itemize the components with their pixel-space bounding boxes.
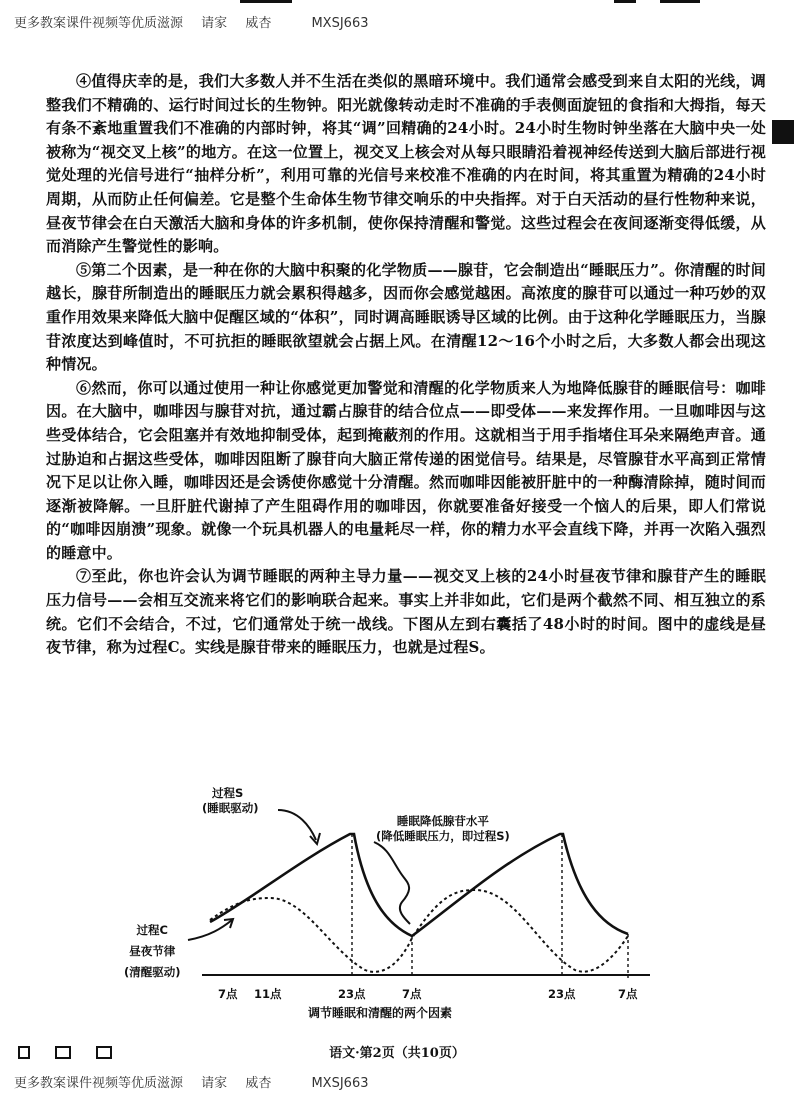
footer-promo-text: 更多教案课件视频等优质滋源 xyxy=(14,1076,184,1091)
figure-caption: 调节睡眠和清醒的两个因素 xyxy=(308,1006,453,1020)
process-c-subtitle-2: (清醒驱动) xyxy=(124,965,181,979)
tick-label-23-second: 23点 xyxy=(548,987,576,1001)
top-scan-mark-left xyxy=(240,0,292,3)
tick-label-7-first: 7点 xyxy=(218,987,238,1001)
tick-label-23-first: 23点 xyxy=(338,987,366,1001)
header-contact-label: 请家 xyxy=(201,16,228,31)
footer-contact-id: MXSJ663 xyxy=(311,1076,369,1091)
paragraph-7: ⑦至此，你也许会认为调节睡眠的两种主导力量——视交叉上核的24小时昼夜节律和腺苷产生的睡眠压力信号——会相互交流来将它们的影响联合起来。事实上并非如此，它们是两个截然不同、相互独立的系统。它们不会结合，不过，它们通常处于统一战线。下图从左到右囊括了48小时的时间。图中的虚线是昼夜节律，称为过程C。实线是腺苷带来的睡眠压力，也就是过程S。 xyxy=(46,567,766,657)
process-c-pointer-arrow xyxy=(188,920,232,940)
header-promo-text: 更多教案课件视频等优质滋源 xyxy=(14,16,184,31)
footer-contact-name: 威杏 xyxy=(245,1076,272,1091)
tick-label-7-second: 7点 xyxy=(402,987,422,1001)
paragraph-6: ⑥然而，你可以通过使用一种让你感觉更加警觉和清醒的化学物质来人为地降低腺苷的睡眠信号：咖啡因。在大脑中，咖啡因与腺苷对抗，通过霸占腺苷的结合位点——即受体——来发挥作用。一旦咖啡因与这些受体结合，它会阻塞并有效地抑制受体，起到掩蔽剂的作用。这就相当于用手指堵住耳朵来隔绝声音。通过胁迫和占据这些受体，咖啡因阻断了腺苷向大脑正常传递的困觉信号。结果是，尽管腺苷水平高到正常情况下足以让你入睡，咖啡因还是会诱使你感觉十分清醒。然而咖啡因能被肝脏中的一种酶清除掉，随时间而逐渐被降解。一旦肝脏代谢掉了产生阻碍作用的咖啡因，你就要准备好接受一个恼人的后果，即人们常说的“咖啡因崩溃”现象。就像一个玩具机器人的电量耗尽一样，你的精力水平会直线下降，并再一次陷入强烈的睡意中。 xyxy=(46,378,766,562)
article-body xyxy=(46,70,766,660)
top-scan-mark-right xyxy=(614,0,636,3)
paragraph-5: ⑤第二个因素，是一种在你的大脑中积聚的化学物质——腺苷，它会制造出“睡眠压力”。你清醒的时间越长，腺苷所制造出的睡眠压力就会累积得越多，因而你会感觉越困。高浓度的腺苷可以通过一种巧妙的双重作用效果来降低大脑中促醒区域的“体积”，同时调高睡眠诱导区域的比例。由于这种化学睡眠压力，当腺苷浓度达到峰值时，不可抗拒的睡眠欲望就会占据上风。在清醒12～16个小时之后，大多数人都会出现这种情况。 xyxy=(46,260,766,374)
footer-watermark xyxy=(14,1072,383,1091)
reduce-adenosine-label xyxy=(376,814,510,844)
top-scan-mark-far-right xyxy=(660,0,700,3)
process-c-title: 过程C xyxy=(136,923,168,937)
reduce-adenosine-subtitle: (降低睡眠压力，即过程S) xyxy=(376,829,510,843)
footer-contact-label: 请家 xyxy=(201,1076,228,1091)
header-watermark xyxy=(14,12,383,31)
side-binding-mark xyxy=(772,120,794,144)
process-s-pointer-arrow xyxy=(278,810,316,840)
tick-label-11: 11点 xyxy=(254,987,282,1001)
process-s-label xyxy=(202,786,259,816)
process-s-title: 过程S xyxy=(212,786,244,800)
sleep-regulation-figure xyxy=(124,786,670,1030)
header-contact-name: 威杏 xyxy=(245,16,272,31)
reduce-adenosine-title: 睡眠降低腺苷水平 xyxy=(396,814,489,828)
process-c-subtitle-1: 昼夜节律 xyxy=(129,944,176,958)
process-s-subtitle: (睡眠驱动) xyxy=(202,801,259,815)
process-c-label xyxy=(124,920,181,983)
paragraph-4: ④值得庆幸的是，我们大多数人并不生活在类似的黑暗环境中。我们通常会感受到来自太阳的光线，调整我们不精确的、运行时间过长的生物钟。阳光就像转动走时不准确的手表侧面旋钮的食指和大拇指，每天有条不紊地重置我们不准确的内部时钟，将其“调”回精确的24小时。24小时生物时钟坐落在大脑中央一处被称为“视交叉上核”的地方。在这一位置上，视交叉上核会对从每只眼睛沿着视神经传送到大脑后部进行视觉处理的光信号进行“抽样分析”，利用可靠的光信号来校准不准确的内在时间，将其重置为精确的24小时周期，从而防止任何偏差。它是整个生命体生物节律交响乐的中央指挥。对于白天活动的昼行性物种来说，昼夜节律会在白天激活大脑和身体的许多机制，使你保持清醒和警觉。这些过程会在夜间逐渐变得低缓，从而消除产生警觉性的影响。 xyxy=(46,72,766,256)
header-contact-id: MXSJ663 xyxy=(311,16,369,31)
tick-label-7-third: 7点 xyxy=(618,987,638,1001)
page-number: 语文·第2页（共10页） xyxy=(329,1046,465,1061)
reduce-brace xyxy=(374,842,410,924)
process-s-curve xyxy=(210,834,628,936)
